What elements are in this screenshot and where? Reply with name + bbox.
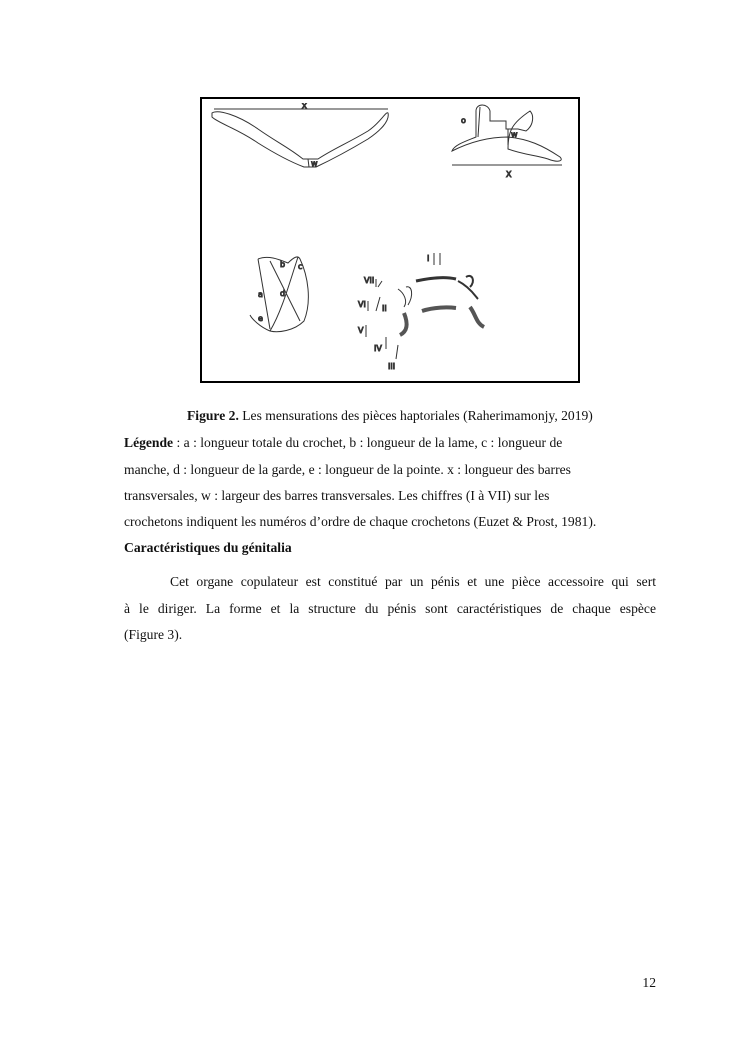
label-crocheton-v: V <box>358 326 364 335</box>
figure-2-drawing <box>200 97 580 383</box>
haptor-sketch <box>208 101 570 377</box>
paragraph-line-2: à le diriger. La forme et la structure du pénis sont caractéristiques de chaque espèce <box>124 601 656 616</box>
label-c: c <box>298 262 303 271</box>
paragraph-line-1: Cet organe copulateur est constitué par un pénis et une pièce accessoire qui sert <box>170 574 656 589</box>
label-w: w <box>311 159 318 168</box>
page-number: 12 <box>642 975 656 990</box>
label-x-right: X <box>506 170 512 179</box>
label-b: b <box>280 260 286 269</box>
label-o: o <box>461 116 466 125</box>
label-crocheton-i: I <box>427 254 430 263</box>
legend-line-3: transversales, w : largeur des barres transversales. Les chiffres (I à VII) sur les <box>124 488 550 503</box>
label-crocheton-vii: VII <box>364 276 375 285</box>
legend-line-1 <box>124 435 656 451</box>
label-d: d <box>280 289 286 298</box>
section-heading: Caractéristiques du génitalia <box>124 540 292 555</box>
figure-caption <box>187 408 719 424</box>
label-crocheton-ii: II <box>382 304 387 313</box>
legend-line-4: crochetons indiquent les numéros d’ordre de chaque crochetons (Euzet & Prost, 1981). <box>124 514 597 529</box>
legend-line-2: manche, d : longueur de la garde, e : longueur de la pointe. x : longueur des barres <box>124 462 571 477</box>
label-crocheton-vi: VI <box>358 300 366 309</box>
label-a: a <box>258 290 263 299</box>
legend-text: : a : longueur totale du crochet, b : longueur de la lame, c : longueur de <box>173 435 563 450</box>
transverse-bar-ventral <box>212 112 388 167</box>
caption-label: Figure 2. <box>187 408 239 423</box>
label-crocheton-iv: IV <box>374 344 382 353</box>
label-x: x <box>302 101 307 110</box>
label-w-right: w <box>511 130 518 139</box>
label-e: e <box>258 314 263 323</box>
legend-label: Légende <box>124 435 174 450</box>
label-crocheton-iii: III <box>388 362 396 371</box>
transverse-bar-dorsal <box>452 105 561 161</box>
caption-text: Les mensurations des pièces haptoriales (Raherimamonjy, 2019) <box>238 408 593 423</box>
paragraph-line-3: (Figure 3). <box>124 627 183 642</box>
